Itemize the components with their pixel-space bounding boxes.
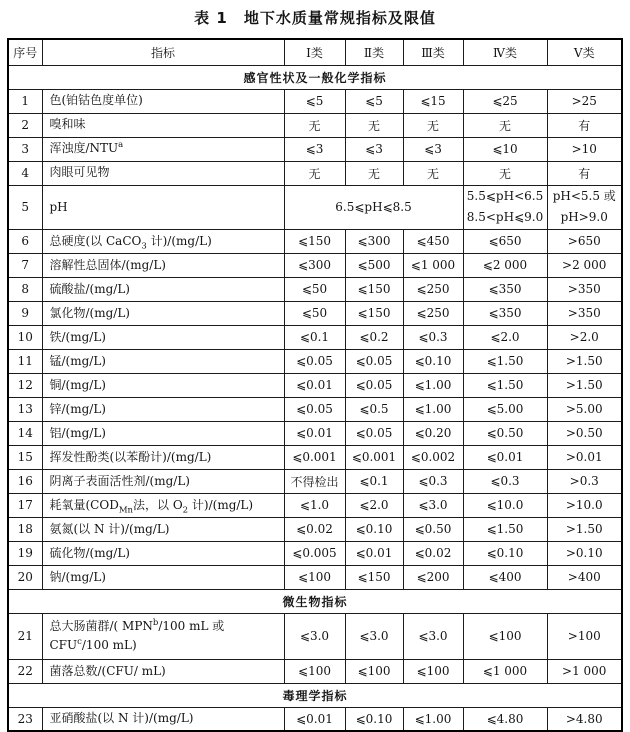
header-indicator: 指标	[42, 39, 284, 65]
section-row	[8, 65, 622, 89]
value-cell: ⩽5	[284, 89, 345, 113]
row-number-cell: 13	[8, 397, 42, 421]
value-cell: 无	[345, 113, 403, 137]
value-cell: 不得检出	[284, 469, 345, 493]
value-cell: ⩽0.01	[284, 421, 345, 445]
table-row	[8, 421, 622, 445]
value-cell: ⩽0.1	[284, 325, 345, 349]
table-row	[8, 445, 622, 469]
value-cell: ⩽300	[284, 253, 345, 277]
table-row	[8, 161, 622, 185]
value-cell: 有	[547, 113, 622, 137]
table-row	[8, 541, 622, 565]
value-cell: ⩽150	[345, 301, 403, 325]
value-cell: ⩽3	[284, 137, 345, 161]
value-cell: ⩽250	[403, 301, 463, 325]
value-cell: ⩽100	[345, 659, 403, 683]
value-cell: 无	[403, 161, 463, 185]
table-row	[8, 113, 622, 137]
indicator-cell: 铁/(mg/L)	[42, 325, 284, 349]
value-cell: ⩽10	[463, 137, 547, 161]
value-cell: ⩽50	[284, 277, 345, 301]
indicator-cell: 铝/(mg/L)	[42, 421, 284, 445]
table-body	[8, 65, 622, 731]
indicator-cell: 锰/(mg/L)	[42, 349, 284, 373]
value-cell: >400	[547, 565, 622, 589]
value-cell: 有	[547, 161, 622, 185]
value-cell: >1.50	[547, 373, 622, 397]
indicator-cell: 肉眼可见物	[42, 161, 284, 185]
value-cell: ⩽400	[463, 565, 547, 589]
value-cell: ⩽3	[403, 137, 463, 161]
value-cell: ⩽0.001	[345, 445, 403, 469]
indicator-cell: 铜/(mg/L)	[42, 373, 284, 397]
value-cell: ⩽200	[403, 565, 463, 589]
row-number-cell: 3	[8, 137, 42, 161]
value-cell: >0.50	[547, 421, 622, 445]
value-cell: >1 000	[547, 659, 622, 683]
value-cell: 无	[463, 113, 547, 137]
row-number-cell: 11	[8, 349, 42, 373]
value-cell: ⩽3.0	[403, 613, 463, 659]
row-number-cell: 2	[8, 113, 42, 137]
value-cell: ⩽0.10	[345, 707, 403, 731]
row-number-cell: 7	[8, 253, 42, 277]
value-cell: >1.50	[547, 349, 622, 373]
section-header: 毒理学指标	[8, 683, 622, 707]
row-number-cell: 10	[8, 325, 42, 349]
value-cell: ⩽250	[403, 277, 463, 301]
header-no: 序号	[8, 39, 42, 65]
header-class-4: Ⅳ类	[463, 39, 547, 65]
value-cell: ⩽0.01	[345, 541, 403, 565]
value-cell: ⩽0.001	[284, 445, 345, 469]
row-number-cell: 19	[8, 541, 42, 565]
header-class-1: Ⅰ类	[284, 39, 345, 65]
table-row	[8, 565, 622, 589]
value-cell: ⩽3.0	[403, 493, 463, 517]
value-cell: ⩽0.50	[403, 517, 463, 541]
indicator-cell: 亚硝酸盐(以 N 计)/(mg/L)	[42, 707, 284, 731]
value-cell: 无	[345, 161, 403, 185]
table-row	[8, 349, 622, 373]
value-cell: ⩽3.0	[284, 613, 345, 659]
indicator-cell: 菌落总数/(CFU/ mL)	[42, 659, 284, 683]
value-cell: 无	[403, 113, 463, 137]
value-cell: ⩽0.2	[345, 325, 403, 349]
value-cell: >0.01	[547, 445, 622, 469]
value-cell: ⩽0.01	[284, 707, 345, 731]
row-number-cell: 5	[8, 185, 42, 229]
value-cell: ⩽0.3	[463, 469, 547, 493]
indicator-cell: 阴离子表面活性剂/(mg/L)	[42, 469, 284, 493]
table-row	[8, 325, 622, 349]
value-cell: ⩽0.02	[284, 517, 345, 541]
value-cell: >5.00	[547, 397, 622, 421]
indicator-cell: 嗅和味	[42, 113, 284, 137]
value-cell: >25	[547, 89, 622, 113]
table-row	[8, 253, 622, 277]
header-class-2: Ⅱ类	[345, 39, 403, 65]
value-cell: ⩽2.0	[463, 325, 547, 349]
value-cell: ⩽450	[403, 229, 463, 253]
ph-range-line: pH>9.0	[560, 210, 608, 225]
row-number-cell: 12	[8, 373, 42, 397]
value-cell: ⩽0.01	[284, 373, 345, 397]
value-cell: ⩽5	[345, 89, 403, 113]
value-cell: ⩽4.80	[463, 707, 547, 731]
header-class-5: Ⅴ类	[547, 39, 622, 65]
value-cell: ⩽3	[345, 137, 403, 161]
indicator-cell: 硫化物/(mg/L)	[42, 541, 284, 565]
value-cell: ⩽2.0	[345, 493, 403, 517]
value-cell: ⩽0.002	[403, 445, 463, 469]
value-cell: ⩽1.00	[403, 397, 463, 421]
indicator-cell: 耗氧量($COD_{Mn}$法，以 $O_2$ 计)/(mg/L)	[42, 493, 284, 517]
value-cell: ⩽150	[345, 565, 403, 589]
header-class-3: Ⅲ类	[403, 39, 463, 65]
value-cell: >4.80	[547, 707, 622, 731]
row-number-cell: 14	[8, 421, 42, 445]
indicator-cell: 氨氮(以 N 计)/(mg/L)	[42, 517, 284, 541]
value-cell: ⩽0.10	[403, 349, 463, 373]
value-cell: ⩽150	[345, 277, 403, 301]
row-number-cell: 23	[8, 707, 42, 731]
water-quality-table	[7, 38, 623, 732]
value-cell: ⩽0.01	[463, 445, 547, 469]
value-cell: >1.50	[547, 517, 622, 541]
row-number-cell: 21	[8, 613, 42, 659]
table-row	[8, 185, 622, 229]
table-header	[8, 39, 622, 65]
value-cell: ⩽1.50	[463, 349, 547, 373]
indicator-cell: 硫酸盐/(mg/L)	[42, 277, 284, 301]
value-cell: ⩽3.0	[345, 613, 403, 659]
row-number-cell: 6	[8, 229, 42, 253]
row-number-cell: 9	[8, 301, 42, 325]
value-cell: ⩽0.005	[284, 541, 345, 565]
table-row	[8, 397, 622, 421]
value-cell: >2 000	[547, 253, 622, 277]
value-cell: ⩽0.3	[403, 325, 463, 349]
indicator-cell: 浑浊度/NTU$^a$	[42, 137, 284, 161]
section-header: 感官性状及一般化学指标	[8, 65, 622, 89]
value-cell: ⩽0.05	[345, 349, 403, 373]
ph-range-line: pH<5.5 或	[552, 188, 616, 203]
row-number-cell: 15	[8, 445, 42, 469]
indicator-cell: 钠/(mg/L)	[42, 565, 284, 589]
value-cell: ⩽25	[463, 89, 547, 113]
value-cell: ⩽1.50	[463, 373, 547, 397]
indicator-cell: 总硬度(以 CaCO$_3$ 计)/(mg/L)	[42, 229, 284, 253]
value-cell: ⩽1.00	[403, 373, 463, 397]
indicator-cell: 挥发性酚类(以苯酚计)/(mg/L)	[42, 445, 284, 469]
value-cell: >650	[547, 229, 622, 253]
ph-range-line: 5.5⩽pH<6.5	[466, 188, 544, 203]
value-cell: ⩽0.05	[345, 373, 403, 397]
ph-range-cell	[547, 185, 622, 229]
table-row	[8, 301, 622, 325]
value-cell: >350	[547, 277, 622, 301]
value-cell: >0.10	[547, 541, 622, 565]
indicator-cell: 锌/(mg/L)	[42, 397, 284, 421]
value-cell: 无	[284, 161, 345, 185]
row-number-cell: 8	[8, 277, 42, 301]
value-cell: ⩽0.05	[284, 349, 345, 373]
indicator-cell: 色(铂钴色度单位)	[42, 89, 284, 113]
value-cell: ⩽150	[284, 229, 345, 253]
value-cell: ⩽350	[463, 277, 547, 301]
indicator-cell: pH	[42, 185, 284, 229]
table-row	[8, 613, 622, 659]
value-cell: ⩽100	[284, 659, 345, 683]
value-cell: ⩽0.10	[463, 541, 547, 565]
value-cell: ⩽50	[284, 301, 345, 325]
value-cell: ⩽15	[403, 89, 463, 113]
value-cell: ⩽350	[463, 301, 547, 325]
value-cell: ⩽1.00	[403, 707, 463, 731]
value-cell: ⩽5.00	[463, 397, 547, 421]
value-cell: ⩽650	[463, 229, 547, 253]
value-cell: ⩽0.3	[403, 469, 463, 493]
value-cell: ⩽1 000	[463, 659, 547, 683]
value-cell: ⩽100	[284, 565, 345, 589]
value-cell: ⩽10.0	[463, 493, 547, 517]
value-cell: ⩽0.10	[345, 517, 403, 541]
value-cell: >100	[547, 613, 622, 659]
row-number-cell: 18	[8, 517, 42, 541]
row-number-cell: 4	[8, 161, 42, 185]
value-cell: ⩽300	[345, 229, 403, 253]
ph-range-line: 8.5<pH⩽9.0	[466, 210, 544, 225]
indicator-cell: 氯化物/(mg/L)	[42, 301, 284, 325]
value-cell: >2.0	[547, 325, 622, 349]
table-row	[8, 373, 622, 397]
section-row	[8, 683, 622, 707]
table-row	[8, 137, 622, 161]
row-number-cell: 16	[8, 469, 42, 493]
value-cell: ⩽0.1	[345, 469, 403, 493]
table-row	[8, 659, 622, 683]
value-cell: ⩽500	[345, 253, 403, 277]
table-row	[8, 707, 622, 731]
value-cell: ⩽0.20	[403, 421, 463, 445]
value-cell: >10	[547, 137, 622, 161]
table-row	[8, 277, 622, 301]
value-cell: >10.0	[547, 493, 622, 517]
row-number-cell: 17	[8, 493, 42, 517]
row-number-cell: 22	[8, 659, 42, 683]
value-cell: ⩽0.50	[463, 421, 547, 445]
value-cell: >0.3	[547, 469, 622, 493]
header-row	[8, 39, 622, 65]
value-cell: 无	[284, 113, 345, 137]
row-number-cell: 20	[8, 565, 42, 589]
table-row	[8, 89, 622, 113]
row-number-cell: 1	[8, 89, 42, 113]
value-cell: ⩽0.05	[345, 421, 403, 445]
value-cell: ⩽100	[403, 659, 463, 683]
value-cell: >350	[547, 301, 622, 325]
section-row	[8, 589, 622, 613]
indicator-cell: 溶解性总固体/(mg/L)	[42, 253, 284, 277]
value-cell: ⩽2 000	[463, 253, 547, 277]
table-row	[8, 469, 622, 493]
indicator-cell: 总大肠菌群/( MPN$^b$/100 mL 或 CFU$^c$/100 mL)	[42, 613, 284, 659]
value-cell: ⩽0.05	[284, 397, 345, 421]
value-cell: ⩽0.02	[403, 541, 463, 565]
section-header: 微生物指标	[8, 589, 622, 613]
table-row	[8, 493, 622, 517]
value-cell: ⩽100	[463, 613, 547, 659]
value-cell: ⩽0.5	[345, 397, 403, 421]
value-cell: ⩽1 000	[403, 253, 463, 277]
value-cell: ⩽1.50	[463, 517, 547, 541]
ph-merged-cell: 6.5⩽pH⩽8.5	[284, 185, 463, 229]
table-row	[8, 517, 622, 541]
value-cell: ⩽1.0	[284, 493, 345, 517]
ph-range-cell	[463, 185, 547, 229]
value-cell: 无	[463, 161, 547, 185]
table-row	[8, 229, 622, 253]
table-title: 表 1 地下水质量常规指标及限值	[194, 9, 436, 27]
